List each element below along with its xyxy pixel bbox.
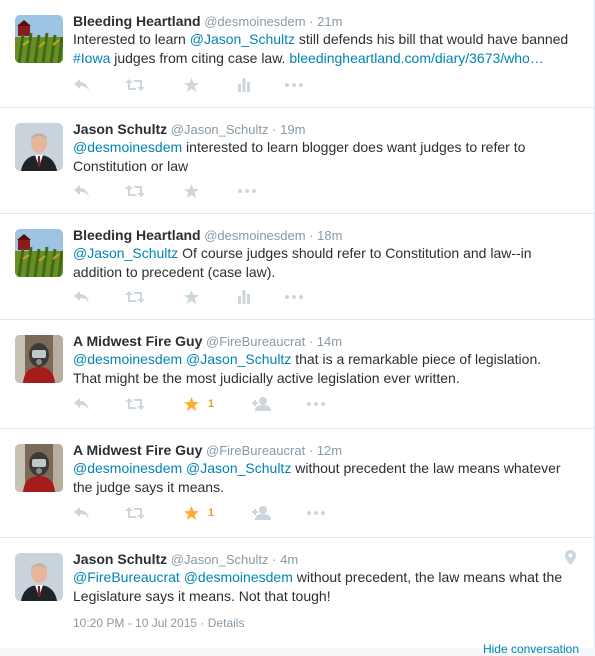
- details-link[interactable]: Details: [207, 616, 245, 630]
- mention-link[interactable]: @FireBureaucrat: [73, 569, 180, 585]
- username[interactable]: @desmoinesdem: [204, 14, 306, 29]
- favorite-icon[interactable]: [184, 502, 214, 524]
- favorite-icon[interactable]: [184, 393, 214, 415]
- tweet-header: [73, 550, 574, 569]
- avatar[interactable]: [15, 335, 63, 383]
- tweet-text: [73, 30, 569, 67]
- timestamp-link[interactable]: 12m: [316, 443, 343, 458]
- full-timestamp[interactable]: 10:20 PM - 10 Jul 2015: [73, 616, 198, 630]
- follow-icon[interactable]: [252, 393, 272, 415]
- tweet[interactable]: [0, 108, 594, 214]
- more-icon[interactable]: [285, 286, 303, 308]
- text-span: judges from citing case law.: [110, 49, 290, 66]
- fullname[interactable]: A Midwest Fire Guy: [73, 333, 203, 349]
- mention-link[interactable]: @Jason_Schultz: [73, 245, 179, 261]
- fullname[interactable]: Jason Schultz: [73, 121, 168, 137]
- username[interactable]: @FireBureaucrat: [206, 334, 306, 349]
- separator: ·: [309, 14, 314, 29]
- text-span: without precedent, the law means what the Legislature says it means. Not that tough!: [73, 569, 563, 604]
- fullname[interactable]: A Midwest Fire Guy: [73, 442, 203, 458]
- text-span: that is a remarkable piece of legislation. That might be the most judicially active legislation ever written.: [73, 351, 542, 386]
- text-span: Of course judges should refer to Constitution and law--in addition to precedent (case law).: [73, 245, 532, 280]
- fullname[interactable]: Bleeding Heartland: [73, 13, 201, 29]
- username[interactable]: @Jason_Schultz: [170, 552, 269, 567]
- text-span: without precedent the law means whatever the judge says it means.: [73, 460, 561, 495]
- tweet-header: [73, 441, 574, 460]
- timestamp-link[interactable]: 4m: [280, 552, 299, 567]
- favorite-icon[interactable]: [184, 74, 199, 96]
- more-icon[interactable]: [307, 502, 325, 524]
- reply-icon[interactable]: [73, 502, 91, 524]
- mention-link[interactable]: @desmoinesdem: [73, 460, 183, 476]
- hide-conversation-link[interactable]: Hide conversation: [482, 642, 579, 656]
- timestamp-link[interactable]: 18m: [317, 228, 343, 243]
- tweet-text: [73, 459, 569, 496]
- separator: ·: [272, 122, 277, 137]
- fullname[interactable]: Bleeding Heartland: [73, 227, 201, 243]
- favorite-icon[interactable]: [184, 286, 199, 308]
- tweet-text: [73, 138, 569, 175]
- timestamp-link[interactable]: 19m: [280, 122, 306, 137]
- separator: ·: [308, 443, 314, 458]
- location-pin-icon[interactable]: [565, 550, 576, 570]
- tweet[interactable]: [0, 320, 594, 429]
- fullname[interactable]: Jason Schultz: [73, 551, 168, 567]
- mention-link[interactable]: @desmoinesdem: [73, 351, 183, 367]
- mention-link[interactable]: @Jason_Schultz: [186, 460, 292, 476]
- timestamp-link[interactable]: 21m: [317, 14, 343, 29]
- favorite-icon[interactable]: [184, 180, 199, 202]
- more-icon[interactable]: [238, 180, 256, 202]
- avatar[interactable]: [15, 444, 63, 492]
- retweet-icon[interactable]: [125, 393, 145, 415]
- avatar[interactable]: [15, 123, 63, 171]
- meta-separator: ·: [200, 616, 205, 630]
- more-icon[interactable]: [285, 74, 303, 96]
- more-icon[interactable]: [307, 393, 325, 415]
- mention-link[interactable]: @desmoinesdem: [73, 139, 183, 155]
- text-span: still defends his bill that would have banned: [295, 31, 569, 47]
- text-span: Interested to learn: [73, 31, 190, 47]
- tweet[interactable]: [0, 214, 594, 320]
- reply-icon[interactable]: [73, 393, 91, 415]
- tweet-text: [73, 244, 569, 281]
- retweet-icon[interactable]: [125, 74, 145, 96]
- retweet-icon[interactable]: [125, 502, 145, 524]
- retweet-icon[interactable]: [125, 180, 145, 202]
- mention-link[interactable]: @desmoinesdem: [183, 569, 293, 585]
- tweet-text: [73, 568, 569, 605]
- analytics-icon[interactable]: [238, 74, 250, 96]
- reply-icon[interactable]: [73, 286, 91, 308]
- tweet-header: [73, 12, 574, 31]
- separator: ·: [308, 334, 314, 349]
- tweet[interactable]: [0, 429, 594, 538]
- url-link[interactable]: bleedingheartland.com/diary/3673/who…: [289, 49, 544, 66]
- tweet-header: [73, 332, 574, 351]
- mention-link[interactable]: @Jason_Schultz: [186, 351, 292, 367]
- tweet-meta: [73, 616, 244, 630]
- username[interactable]: @FireBureaucrat: [206, 443, 306, 458]
- tweet-header: [73, 120, 574, 139]
- reply-icon[interactable]: [73, 74, 91, 96]
- mention-link[interactable]: @Jason_Schultz: [189, 31, 296, 47]
- tweet-header: [73, 226, 574, 245]
- tweet-text: [73, 350, 569, 387]
- timestamp-link[interactable]: 14m: [316, 334, 343, 349]
- avatar[interactable]: [15, 15, 63, 63]
- separator: ·: [309, 228, 314, 243]
- hashtag-link[interactable]: #Iowa: [73, 49, 111, 66]
- separator: ·: [272, 552, 277, 567]
- username[interactable]: @desmoinesdem: [204, 228, 306, 243]
- favorite-count: 1: [208, 507, 215, 519]
- analytics-icon[interactable]: [238, 286, 250, 308]
- retweet-icon[interactable]: [125, 286, 145, 308]
- text-span: interested to learn blogger does want judges to refer to Constitution or law: [73, 139, 526, 174]
- favorite-count: 1: [208, 398, 215, 410]
- follow-icon[interactable]: [252, 502, 272, 524]
- avatar[interactable]: [15, 553, 63, 601]
- username[interactable]: @Jason_Schultz: [170, 122, 269, 137]
- tweet[interactable]: [0, 0, 594, 108]
- avatar[interactable]: [15, 229, 63, 277]
- reply-icon[interactable]: [73, 180, 91, 202]
- tweet-selected[interactable]: [0, 538, 594, 656]
